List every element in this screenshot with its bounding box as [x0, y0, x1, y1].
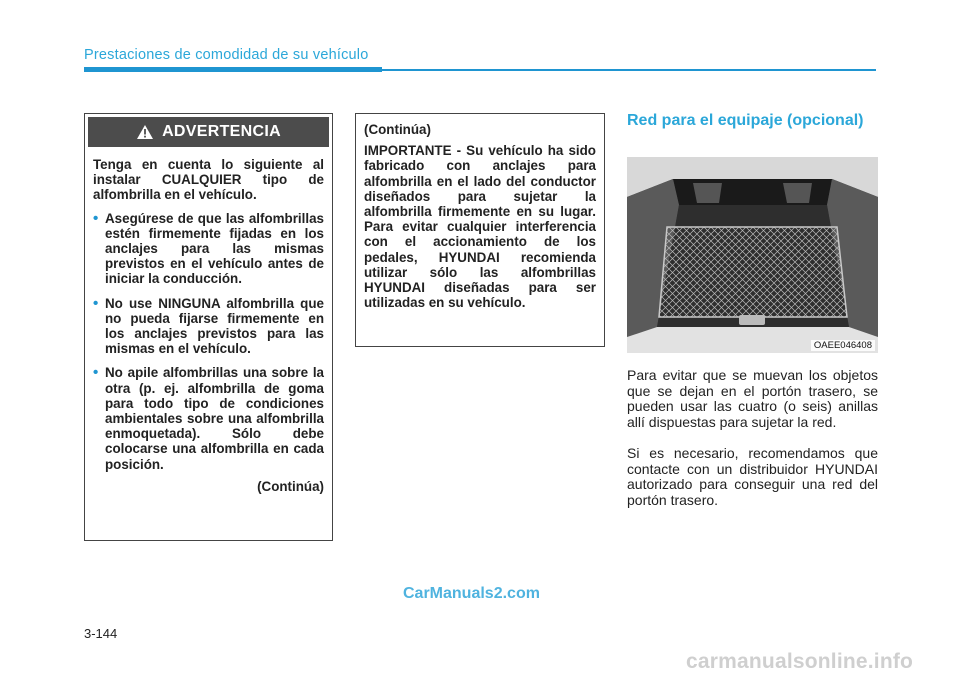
body-paragraph-2: Si es necesario, recomendamos que contacte con un distribuidor HYUNDAI autorizado para conseguir una red del portón trasero. — [627, 445, 878, 508]
watermark-bottom: carmanualsonline.info — [686, 650, 914, 673]
continued-warning-box — [355, 113, 605, 347]
continues-label: (Continúa) — [257, 478, 324, 494]
warning-header — [88, 117, 329, 147]
section-title: Red para el equipaje (opcional) — [627, 112, 864, 129]
warning-intro: Tenga en cuenta lo siguiente al instalar CUALQUIER tipo de alfombrilla en el vehículo. — [93, 157, 324, 203]
warning-bullet-list — [93, 211, 324, 472]
warning-triangle-icon — [136, 124, 154, 140]
page-number: 3-144 — [84, 626, 118, 641]
warning-bullet-2: • No use NINGUNA alfombrilla que no pueda fijarse firmemente en los anclajes previstos para las mismas en el vehículo. — [93, 296, 324, 357]
header-rule-thick — [84, 67, 382, 72]
warning-bullet-3: • No apile alfombrillas una sobre la otra (p. ej. alfombrilla de goma para todo tipo de condiciones ambientales sobre una alfombrilla enmoquetada). Sólo debe colocarse una alfombrilla en cada posición. — [93, 365, 324, 471]
cargo-net-image — [627, 157, 878, 353]
warning-header-label: ADVERTENCIA — [162, 123, 281, 141]
cargo-net-photo — [627, 157, 878, 353]
warning-box — [84, 113, 333, 541]
image-caption: OAEE046408 — [811, 340, 875, 351]
watermark-top[interactable]: CarManuals2.com — [403, 585, 540, 602]
section-header-title: Prestaciones de comodidad de su vehículo — [84, 47, 369, 63]
warning-bullet-1: • Asegúrese de que las alfombrillas estén firmemente fijadas en los anclajes para las mismas previstos en el vehículo antes de iniciar la conducción. — [93, 211, 324, 287]
continued-label: (Continúa) — [364, 122, 431, 137]
header-rule-thin — [382, 69, 876, 71]
continued-text: IMPORTANTE - Su vehículo ha sido fabricado con anclajes para alfombrilla en el lado del conductor diseñados para sujetar la alfombrilla firmemente en su lugar. Para evitar cualquier interferencia con el accionamiento de los pedales, HYUNDAI recomienda utilizar sólo las alfombrillas HYUNDAI diseñadas para ser utilizadas en su vehículo. — [364, 143, 596, 311]
body-paragraph-1: Para evitar que se muevan los objetos que se dejan en el portón trasero, se pueden usar las cuatro (o seis) anillas allí dispuestas para sujetar la red. — [627, 367, 878, 430]
